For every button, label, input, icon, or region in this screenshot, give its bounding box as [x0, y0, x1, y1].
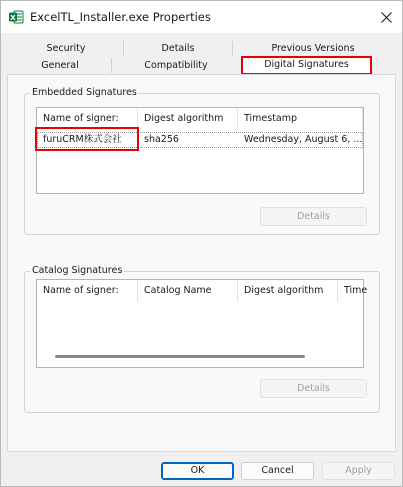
- catalog-signatures-list[interactable]: [36, 279, 368, 368]
- cancel-button[interactable]: Cancel: [241, 462, 314, 480]
- column-header-digest[interactable]: Digest algorithm: [244, 285, 324, 296]
- tab-details[interactable]: Details: [161, 43, 195, 54]
- tab-general[interactable]: General: [41, 60, 79, 71]
- column-header-time[interactable]: Time: [344, 285, 368, 296]
- embedded-details-button[interactable]: Details: [260, 207, 367, 226]
- embedded-signatures-label: Embedded Signatures: [32, 87, 137, 98]
- svg-text:X: X: [10, 14, 16, 22]
- column-header-digest[interactable]: Digest algorithm: [144, 113, 224, 124]
- tab-previous-versions[interactable]: Previous Versions: [271, 43, 355, 54]
- title-bar[interactable]: [1, 1, 402, 33]
- tab-security[interactable]: Security: [46, 43, 86, 54]
- catalog-signatures-label: Catalog Signatures: [32, 265, 123, 276]
- catalog-details-button[interactable]: Details: [260, 379, 367, 398]
- apply-button[interactable]: Apply: [322, 462, 395, 480]
- horizontal-scrollbar[interactable]: [37, 354, 363, 360]
- close-icon: [381, 12, 392, 23]
- digest-algorithm: sha256: [144, 134, 179, 145]
- column-header-signer[interactable]: Name of signer:: [43, 113, 119, 124]
- excel-app-icon: [9, 10, 24, 24]
- tab-compatibility[interactable]: Compatibility: [144, 60, 208, 71]
- column-header-signer[interactable]: Name of signer:: [43, 285, 119, 296]
- tab-digital-signatures[interactable]: Digital Signatures: [241, 56, 372, 75]
- ok-button[interactable]: OK: [161, 462, 234, 480]
- scrollbar-thumb[interactable]: [55, 355, 305, 358]
- close-button[interactable]: [376, 7, 396, 27]
- column-header-catalog-name[interactable]: Catalog Name: [144, 285, 212, 296]
- signer-name: furuCRM株式会社: [43, 134, 122, 145]
- timestamp: Wednesday, August 6, ...: [244, 134, 363, 145]
- column-header-timestamp[interactable]: Timestamp: [244, 113, 298, 124]
- window-title: ExcelTL_Installer.exe Properties: [30, 10, 211, 24]
- signer-highlight-box: [35, 127, 139, 151]
- column-divider: [362, 108, 363, 130]
